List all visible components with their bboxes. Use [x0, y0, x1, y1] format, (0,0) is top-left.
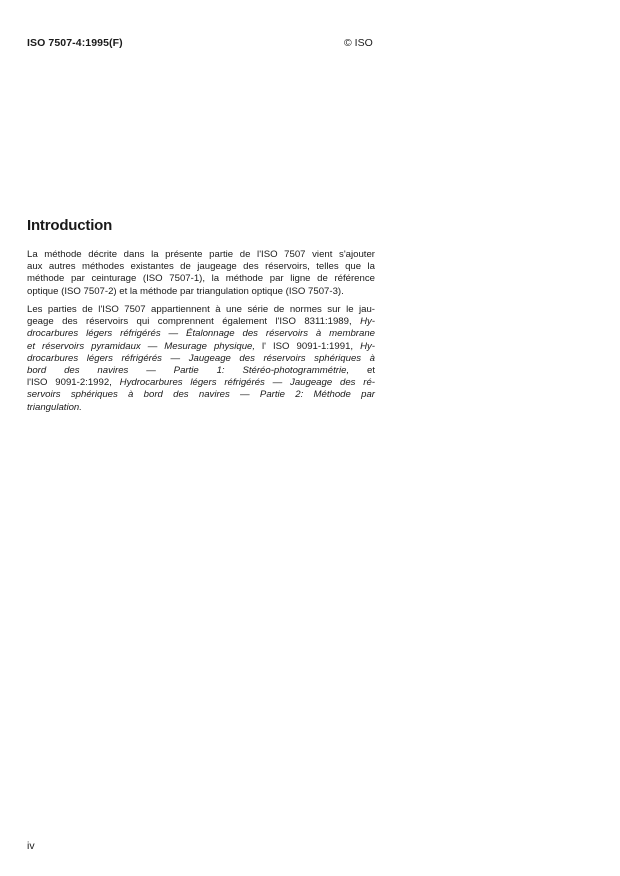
- standard-title-run: bord des navires — Partie 1: Stéréo-photogrammétrie,: [27, 365, 350, 377]
- standard-title-run: Hydrocarbures légers réfrigérés — Jaugeage des ré-: [119, 377, 375, 389]
- text-run: l' ISO 9091-1:1991,: [255, 340, 361, 352]
- copyright-notice: © ISO: [344, 37, 373, 49]
- standard-title-line: drocarbures légers réfrigérés — Étalonnage des réservoirs à membrane: [27, 328, 375, 340]
- paragraph-line: La méthode décrite dans la présente partie de l'ISO 7507 vient s'ajouter: [27, 249, 375, 260]
- paragraph-line: [27, 365, 375, 377]
- standard-title-run: Hy-: [360, 316, 375, 328]
- standard-title-run: et réservoirs pyramidaux — Mesurage physique,: [27, 340, 256, 352]
- section-title: Introduction: [27, 217, 113, 234]
- standard-title-line: servoirs sphériques à bord des navires — Partie 2: Méthode par: [27, 389, 375, 401]
- text-run: l'ISO 9091-2:1992,: [27, 377, 120, 389]
- paragraph-line: aux autres méthodes existantes de jaugeage des réservoirs, telles que la: [27, 261, 375, 273]
- page-number: iv: [27, 840, 35, 852]
- introduction-paragraph-2: [27, 304, 375, 414]
- text-run: et: [349, 365, 375, 377]
- standard-identifier: ISO 7507-4:1995(F): [27, 37, 123, 49]
- paragraph-line: Les parties de l'ISO 7507 appartiennent à une série de normes sur le jau-: [27, 304, 375, 315]
- paragraph-line: [27, 377, 375, 389]
- standard-title-line: triangulation.: [27, 401, 82, 413]
- standard-title-line: drocarbures légers réfrigérés — Jaugeage des réservoirs sphériques à: [27, 352, 375, 364]
- introduction-paragraph-1: [27, 249, 375, 298]
- text-run: geage des réservoirs qui comprennent également l'ISO 8311:1989,: [27, 316, 361, 328]
- paragraph-line: méthode par ceinturage (ISO 7507-1), la méthode par ligne de référence: [27, 273, 375, 285]
- paragraph-line: [27, 316, 375, 328]
- standard-title-run: Hy-: [360, 340, 375, 352]
- paragraph-line: optique (ISO 7507-2) et la méthode par triangulation optique (ISO 7507-3).: [27, 285, 344, 297]
- paragraph-line: [27, 341, 375, 353]
